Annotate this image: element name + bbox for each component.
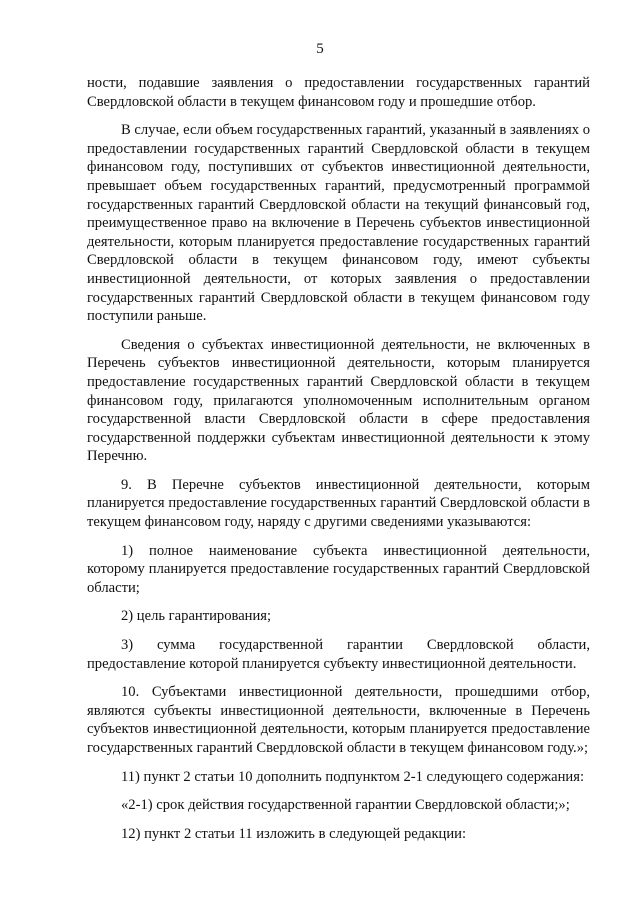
- paragraph-priority-right: В случае, если объем государственных гарантий, указанный в заявлениях о предоставлении государственных гарантий Свердловской области в текущем финансовом году, поступивших от субъектов инвестиционной деятельности, превышает объем государственных гарантий, предусмотренный программой государственных гарантий Свердловской области на текущий финансовый год, преимущественное право на включение в Перечень субъектов инвестиционной деятельности, которым планируется предоставление государственных гарантий Свердловской области в текущем финансовом году, имеют субъекты инвестиционной деятельности, от которых заявления о предоставлении государственных гарантий Свердловской области в текущем финансовом году поступили раньше.: [87, 122, 590, 325]
- paragraph-excluded-subjects: Сведения о субъектах инвестиционной деятельности, не включенных в Перечень субъектов инвестиционной деятельности, которым планируется предоставление государственных гарантий Свердловской области в текущем финансовом году, прилагаются уполномоченным исполнительным органом государственной власти Свердловской области в сфере предоставления государственной поддержки субъектам инвестиционной деятельности к этому Перечню.: [87, 336, 590, 465]
- paragraph-item-9: 9. В Перечне субъектов инвестиционной деятельности, которым планируется предоставление государственных гарантий Свердловской области в текущем финансовом году, наряду с другими сведениями указываются:: [87, 476, 590, 531]
- document-body: [87, 74, 590, 853]
- paragraph-subitem-2: 2) цель гарантирования;: [121, 608, 272, 625]
- paragraph-continuation: ности, подавшие заявления о предоставлении государственных гарантий Свердловской области в текущем финансовом году и прошедшие отбор.: [87, 75, 590, 110]
- paragraph-subitem-1: 1) полное наименование субъекта инвестиционной деятельности, которому планируется предоставление государственных гарантий Свердловской области;: [87, 542, 590, 596]
- paragraph-subitem-3: 3) сумма государственной гарантии Свердловской области, предоставление которой планируется субъекту инвестиционной деятельности.: [87, 637, 590, 672]
- paragraph-amendment-11: 11) пункт 2 статьи 10 дополнить подпунктом 2-1 следующего содержания:: [121, 768, 585, 785]
- paragraph-item-10: 10. Субъектами инвестиционной деятельности, прошедшими отбор, являются субъекты инвестиционной деятельности, включенные в Перечень субъектов инвестиционной деятельности, которым планируется предоставление государственных гарантий Свердловской области в текущем финансовом году.»;: [87, 684, 590, 756]
- paragraph-amendment-2-1: «2-1) срок действия государственной гарантии Свердловской области;»;: [121, 797, 570, 814]
- paragraph-amendment-12: 12) пункт 2 статьи 11 изложить в следующей редакции:: [121, 825, 467, 842]
- page-number: 5: [316, 41, 324, 57]
